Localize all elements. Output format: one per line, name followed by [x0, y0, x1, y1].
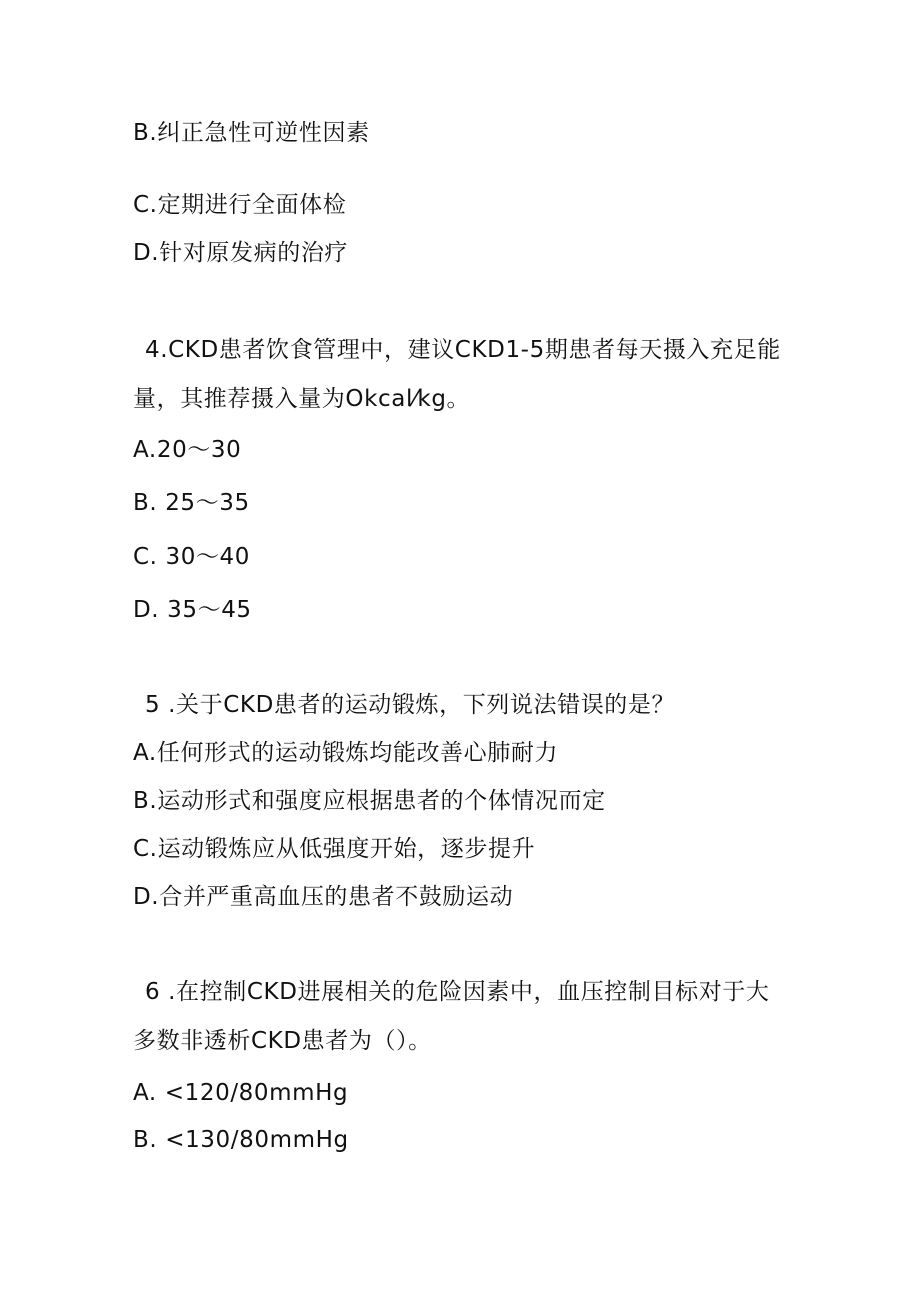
q4-stem-line1: 4.CKD患者饮食管理中，建议CKD1-5期患者每天摄入充足能 [145, 337, 781, 363]
q4-option-b: B. 25〜35 [133, 490, 250, 516]
q6-option-b: B. <130/80mmHg [133, 1127, 349, 1153]
q4-option-c: C. 30〜40 [133, 544, 251, 570]
q3-option-d: D.针对原发病的治疗 [133, 240, 349, 266]
q4-option-d: D. 35〜45 [133, 597, 252, 623]
q5-option-d: D.合并严重高血压的患者不鼓励运动 [133, 884, 514, 910]
q5-option-c: C.运动锻炼应从低强度开始，逐步提升 [133, 836, 536, 862]
q5-option-a: A.任何形式的运动锻炼均能改善心肺耐力 [133, 740, 559, 766]
q4-stem-line2: 量，其推荐摄入量为Okcal⁄kg。 [133, 386, 471, 412]
q4-option-a: A.20〜30 [133, 437, 242, 463]
q3-option-b: B.纠正急性可逆性因素 [133, 120, 370, 146]
q6-stem-line2: 多数非透析CKD患者为（）。 [133, 1028, 432, 1054]
q5-stem: 5 .关于CKD患者的运动锻炼，下列说法错误的是？ [145, 692, 676, 718]
q3-option-c: C.定期进行全面体检 [133, 192, 347, 218]
q6-option-a: A. <120/80mmHg [133, 1080, 349, 1106]
q6-stem-line1: 6 .在控制CKD进展相关的危险因素中，血压控制目标对于大 [145, 979, 770, 1005]
q5-option-b: B.运动形式和强度应根据患者的个体情况而定 [133, 788, 606, 814]
